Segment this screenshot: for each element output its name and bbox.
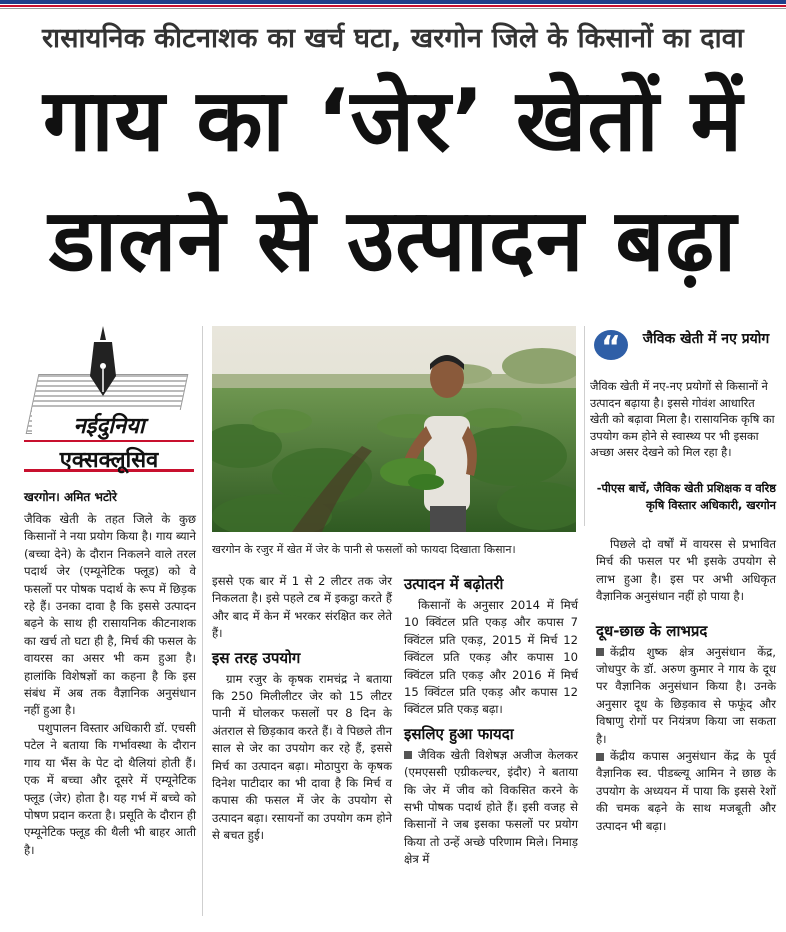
- column-2-body: ग्राम रजुर के कृषक रामचंद्र ने बताया कि 250 मिलीलीटर जेर को 15 लीटर पानी में घोलकर फसलों पर 8 दिन के अंतराल से छिड़काव करते हैं। वे पिछले तीन साल से जेर का उपयोग कर रहे हैं, इससे मिर्च का उत्पादन बढ़ा। मोठापुरा के कृषक दिनेश पाटीदार का भी दावा है कि मिर्च व कपास की फसल में जेर के उपयोग से उत्पादन बढ़ा। रसायनों का उपयोग कम होने से बचत हुई।: [212, 671, 392, 843]
- column-4-item-1: [596, 644, 776, 748]
- column-4-item-2: [596, 748, 776, 835]
- article-kicker: रासायनिक कीटनाशक का खर्च घटा, खरगोन जिले के किसानों का दावा: [41, 23, 745, 54]
- quote-body: जैविक खेती में नए-नए प्रयोगों से किसानों ने उत्पादन बढ़ाया है। इससे गोवंश आधारित खेती को बढ़ावा मिला है। रासायनिक कृषि का उपयोग कम होने से स्वास्थ्य पर भी इसका अच्छा असर देखने को मिल रहा है।: [590, 379, 775, 459]
- photo-caption: खरगोन के रजुर में खेत में जेर के पानी से फसलों को फायदा दिखाता किसान।: [212, 543, 516, 556]
- farmer-in-field-image: [212, 326, 576, 532]
- top-border-blue: [0, 0, 786, 4]
- quote-signature: -पीएस बार्चे, जैविक खेती प्रशिक्षक व वरिष्ठ कृषि विस्तार अधिकारी, खरगोन: [596, 481, 776, 512]
- headline-line-1: गाय का ‘जेर’ खेतों में: [42, 71, 744, 171]
- bullet-icon: [596, 648, 604, 656]
- headline-line-2: डालने से उत्पादन बढ़ा: [48, 191, 738, 291]
- quote-icon: “: [594, 330, 628, 360]
- subhead-production-increase: उत्पादन में बढ़ोतरी: [404, 575, 504, 593]
- subhead-milk-buttermilk: दूध-छाछ के लाभप्रद: [596, 621, 708, 640]
- top-border-grey: [0, 8, 786, 9]
- column-2: [212, 573, 392, 845]
- column-3-body-2-text: जैविक खेती विशेषज्ञ अजीज केलकर (एमएससी एग्रीकल्चर, इंदौर) ने बताया कि जेर में जीव को विकसित करने के सभी पोषक पदार्थ होते हैं। इसी वजह से किसानों ने जब इसका फसलों पर प्रयोग किया तो उन्हें अच्छे परिणाम मिले। निमाड़ क्षेत्र में: [404, 747, 578, 867]
- column-3-body-2: [404, 747, 578, 869]
- column-3: [404, 573, 578, 869]
- byline: खरगोन। अमित भटोरे: [24, 490, 117, 504]
- column-divider: [202, 326, 203, 916]
- column-1-paragraph-2: पशुपालन विस्तार अधिकारी डॉ. एचसी पटेल ने बताया कि गर्भावस्था के दौरान गाय या भैंस के पेट दो थैलियां होती हैं। एक में बच्चा और दूसरे में एम्यूनेटिक फ्लूड (जेर) होता है। यह गर्भ में बच्चे को पोषण प्रदान करता है। प्रसूति के दौरान ही एम्यूनेटिक फ्लूड की थैली भी बाहर आती है।: [24, 720, 196, 857]
- column-2-intro: इससे एक बार में 1 से 2 लीटर तक जेर निकलता है। इसे पहले टब में इकट्ठा करते हैं और बाद में केन में भरकर संरक्षित कर लेते हैं।: [212, 574, 392, 641]
- column-4-item-2-text: केंद्रीय कपास अनुसंधान केंद्र के पूर्व वैज्ञानिक स्व. पीडब्ल्यू आमिन ने छाछ के उपयोग के अध्ययन में पाया कि इससे रेशों की चमक बढ़ने के साथ मजबूती और उत्पादन भी बढ़ा।: [596, 749, 776, 833]
- column-divider: [584, 326, 585, 526]
- column-4-intro: पिछले दो वर्षों में वायरस से प्रभावित मिर्च की फसल पर भी इसके उपयोग से लाभ हुआ है। इस पर अभी अधिकृत वैज्ञानिक अनुसंधान नहीं हो पाया है।: [596, 537, 776, 604]
- brand-name: नईदुनिया: [32, 410, 186, 440]
- column-4-item-1-text: केंद्रीय शुष्क क्षेत्र अनुसंधान केंद्र, जोधपुर के डॉ. अरुण कुमार ने गाय के दूध पर वैज्ञानिक अनुसंधान किया है। उनके अनुसार दूध के छिड़काव से फफूंद और विषाणु रोगों पर नियंत्रण किया जा सकता है।: [596, 644, 776, 746]
- bullet-icon: [404, 751, 412, 759]
- expert-quote-box: [590, 326, 776, 522]
- column-3-body-1: किसानों के अनुसार 2014 में मिर्च 10 क्विंटल प्रति एकड़ और कपास 7 क्विंटल प्रति एकड़, 2015 में मिर्च 12 क्विंटल प्रति एकड़ और कपास 10 क्विंटल प्रति एकड़ और 2016 में मिर्च 15 क्विंटल प्रति एकड़ और कपास 12 क्विंटल प्रति एकड़ बढ़ा।: [404, 598, 578, 717]
- article-photo: [212, 326, 576, 532]
- subhead-benefit: इसलिए हुआ फायदा: [404, 724, 514, 743]
- column-1-paragraph-1: जैविक खेती के तहत जिले के कुछ किसानों ने नया प्रयोग किया है। गाय ब्याने (बच्चा देने) के दौरान निकलने वाले तरल पदार्थ जेर (एम्यूनेटिक फ्लूड) को वे फसलों पर पोषक पदार्थ के रूप में छिड़क रहे हैं। उनका दावा है कि इससे उत्पादन बढ़ने के साथ ही रासायनिक कीटनाशक का खर्च तो घटा ही है, मिर्च की फसल के वायरस का असर भी कम हुआ है। हालांकि विशेषज्ञों का कहना है कि इस संबंध में अब तक वैज्ञानिक अनुसंधान नहीं हुआ है।: [24, 512, 196, 718]
- column-4: [596, 536, 776, 835]
- quote-title: जैविक खेती में नए प्रयोग: [642, 331, 770, 347]
- column-1: [24, 511, 196, 859]
- subhead-usage: इस तरह उपयोग: [212, 648, 301, 667]
- top-border: [0, 0, 786, 12]
- exclusive-tag: एक्सक्लूसिव: [24, 440, 194, 472]
- naidunia-exclusive-logo: [24, 326, 194, 486]
- pen-nib-icon: [86, 326, 120, 396]
- top-border-red: [0, 5, 786, 7]
- bullet-icon: [596, 753, 604, 761]
